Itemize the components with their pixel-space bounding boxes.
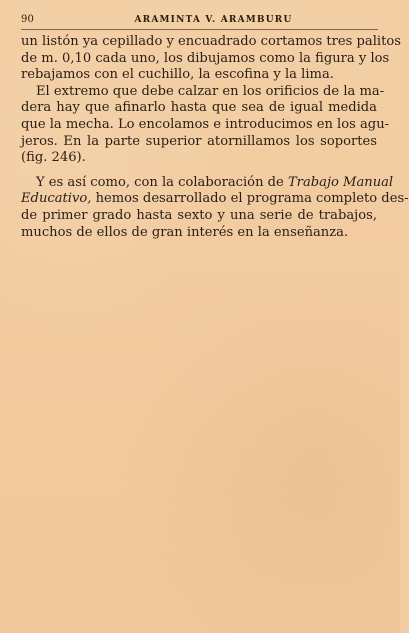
- text-line: jeros. En la parte superior atornillamos los soportes: [21, 133, 377, 149]
- text-line: rebajamos con el cuchillo, la escofina y la lima.: [21, 67, 334, 83]
- text-line: muchos de ellos de gran interés en la enseñanza.: [21, 224, 349, 240]
- text-line: un listón ya cepillado y encuadrado cortamos tres palitos: [21, 34, 401, 49]
- text-line: de m. 0,10 cada uno, los dibujamos como la figura y los: [21, 50, 390, 66]
- paragraph: [21, 83, 390, 167]
- text-line: (fig. 246).: [21, 150, 86, 166]
- text-run: Y es así como, con la colaboración de: [36, 174, 288, 190]
- text-line: [21, 191, 409, 208]
- header-rule: [21, 29, 378, 30]
- page-number: 90: [21, 14, 34, 25]
- paragraph: [21, 174, 409, 241]
- italic-title: Trabajo Manual: [287, 174, 394, 190]
- text-line: [21, 174, 394, 192]
- italic-title: Educativo,: [21, 191, 92, 207]
- text-line: dera hay que afinarlo hasta que sea de igual medida: [21, 100, 377, 116]
- text-run: hemos desarrollado el programa completo des-: [91, 191, 409, 207]
- paragraph: [21, 34, 401, 84]
- text-line: que la mecha. Lo encolamos e introducimos en los agu-: [21, 116, 390, 132]
- text-line: El extremo que debe calzar en los orificios de la ma-: [36, 83, 385, 99]
- text-line: de primer grado hasta sexto y una serie de trabajos,: [21, 207, 377, 223]
- page-body: [21, 34, 409, 241]
- paragraph-gap: [21, 167, 377, 175]
- running-head: ARAMINTA V. ARAMBURU: [134, 15, 293, 25]
- page-header: [21, 14, 378, 29]
